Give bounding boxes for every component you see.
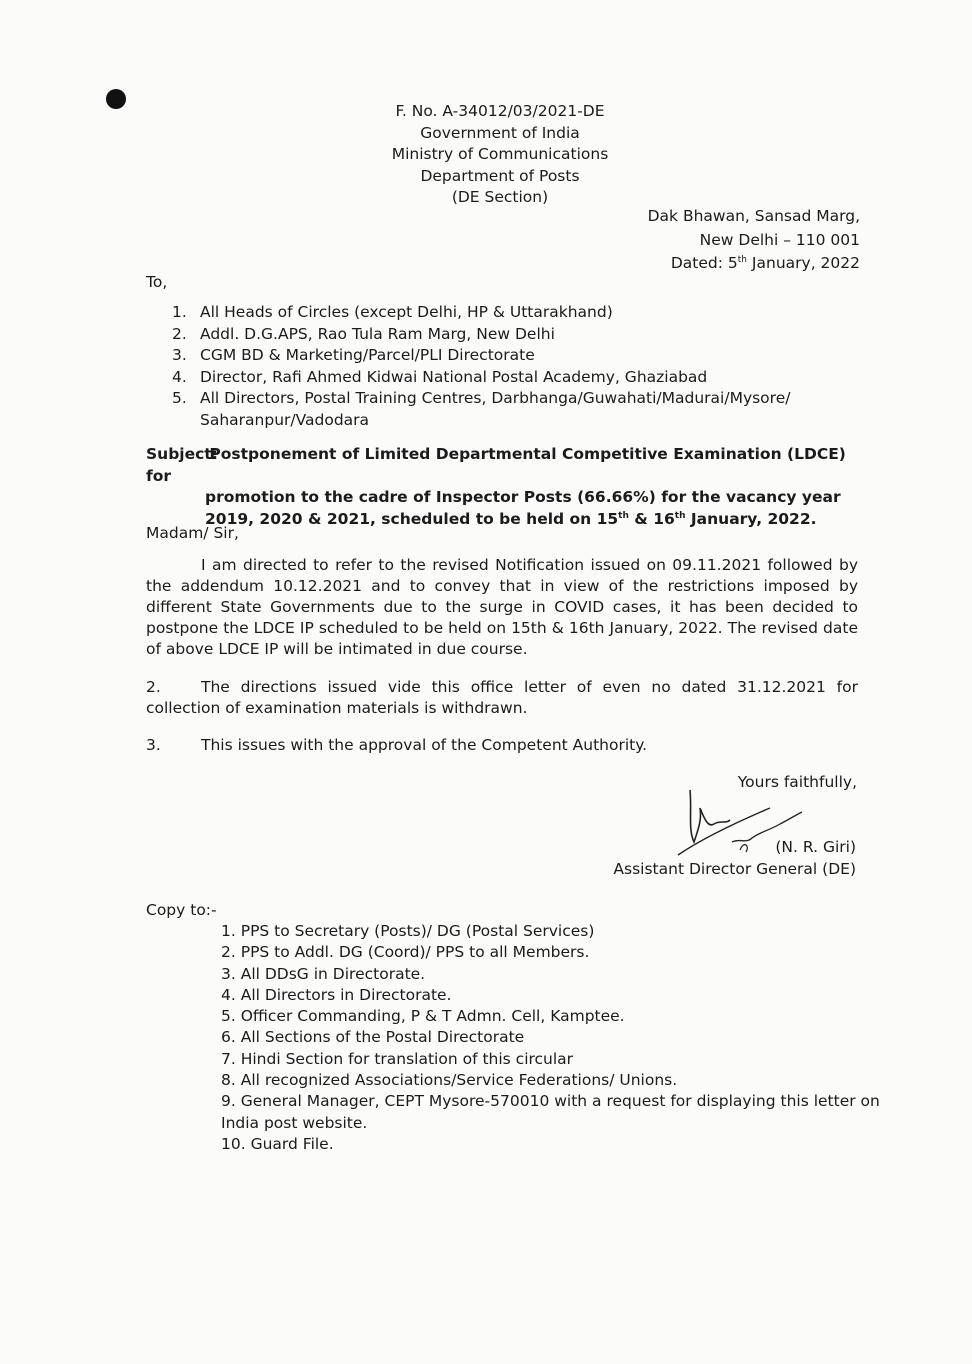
list-item: 5. All Directors, Postal Training Centres, Darbhanga/Guwahati/Madurai/Mysore/ — [172, 389, 791, 407]
list-item: 9. General Manager, CEPT Mysore-570010 with a request for displaying this letter on India post website. — [221, 1092, 880, 1132]
letter-header — [300, 101, 700, 209]
list-item: 3. CGM BD & Marketing/Parcel/PLI Directorate — [172, 346, 535, 364]
list-item: 2. PPS to Addl. DG (Coord)/ PPS to all Members. — [221, 943, 590, 962]
file-number: F. No. A-34012/03/2021-DE — [395, 102, 605, 120]
list-item: 10. Guard File. — [221, 1134, 334, 1153]
list-item: 6. All Sections of the Postal Directorate — [221, 1028, 525, 1047]
subject-line-2: promotion to the cadre of Inspector Posts (66.66%) for the vacancy year — [205, 488, 841, 506]
list-item: 3. All DDsG in Directorate. — [221, 964, 426, 983]
closing-yours-faithfully: Yours faithfully, — [737, 773, 857, 791]
address-line-2: New Delhi – 110 001 — [699, 230, 860, 249]
list-item: 2. Addl. D.G.APS, Rao Tula Ram Marg, New Delhi — [172, 324, 555, 343]
list-item: 1. PPS to Secretary (Posts)/ DG (Postal Services) — [221, 922, 595, 940]
list-item: 5. Officer Commanding, P & T Admn. Cell, Kamptee. — [221, 1007, 625, 1026]
paragraph-1: I am directed to refer to the revised Notification issued on 09.11.2021 followed by the addendum 10.12.2021 and to convey that in view of the restrictions imposed by different State Governments due to the surge in COVID cases, it has been decided to postpone the LDCE IP scheduled to be held on 15th & 16th January, 2022. The revised date of above LDCE IP will be intimated in due course. — [146, 556, 858, 658]
copy-to-label: Copy to:- — [146, 901, 217, 919]
paragraph-3: 3. This issues with the approval of the Competent Authority. — [146, 736, 648, 754]
list-item: 8. All recognized Associations/Service Federations/ Unions. — [221, 1071, 678, 1090]
date-line: Dated: 5th January, 2022 — [670, 254, 860, 272]
section-line: (DE Section) — [451, 188, 549, 206]
subject-line-1: Postponement of Limited Departmental Competitive Examination (LDCE) for — [146, 445, 846, 485]
copy-to-list — [221, 921, 881, 1155]
paragraph-2: 2. The directions issued vide this office letter of even no dated 31.12.2021 for collection of examination materials is withdrawn. — [146, 678, 858, 717]
punch-hole-mark — [106, 89, 126, 109]
list-item: 1. All Heads of Circles (except Delhi, HP & Uttarakhand) — [172, 303, 613, 321]
subject-label: Subject: — [146, 445, 218, 463]
subject-line-3: 2019, 2020 & 2021, scheduled to be held on 15th & 16th January, 2022. — [205, 509, 817, 528]
department-line: Department of Posts — [420, 166, 580, 185]
recipient-list — [172, 302, 872, 431]
signatory-designation: Assistant Director General (DE) — [613, 860, 856, 878]
list-item: 4. Director, Rafi Ahmed Kidwai National Postal Academy, Ghaziabad — [172, 367, 708, 386]
list-item-continuation: Saharanpur/Vadodara — [200, 410, 370, 429]
list-item: 4. All Directors in Directorate. — [221, 985, 452, 1004]
ministry-line: Ministry of Communications — [391, 145, 609, 163]
address-line-1: Dak Bhawan, Sansad Marg, — [647, 207, 860, 225]
subject-block — [146, 444, 862, 530]
list-item: 7. Hindi Section for translation of this circular — [221, 1049, 574, 1068]
to-label: To, — [146, 273, 168, 291]
address-block — [648, 206, 860, 277]
signatory-name: (N. R. Giri) — [775, 838, 856, 856]
salutation: Madam/ Sir, — [146, 524, 239, 542]
government-line: Government of India — [420, 123, 580, 142]
